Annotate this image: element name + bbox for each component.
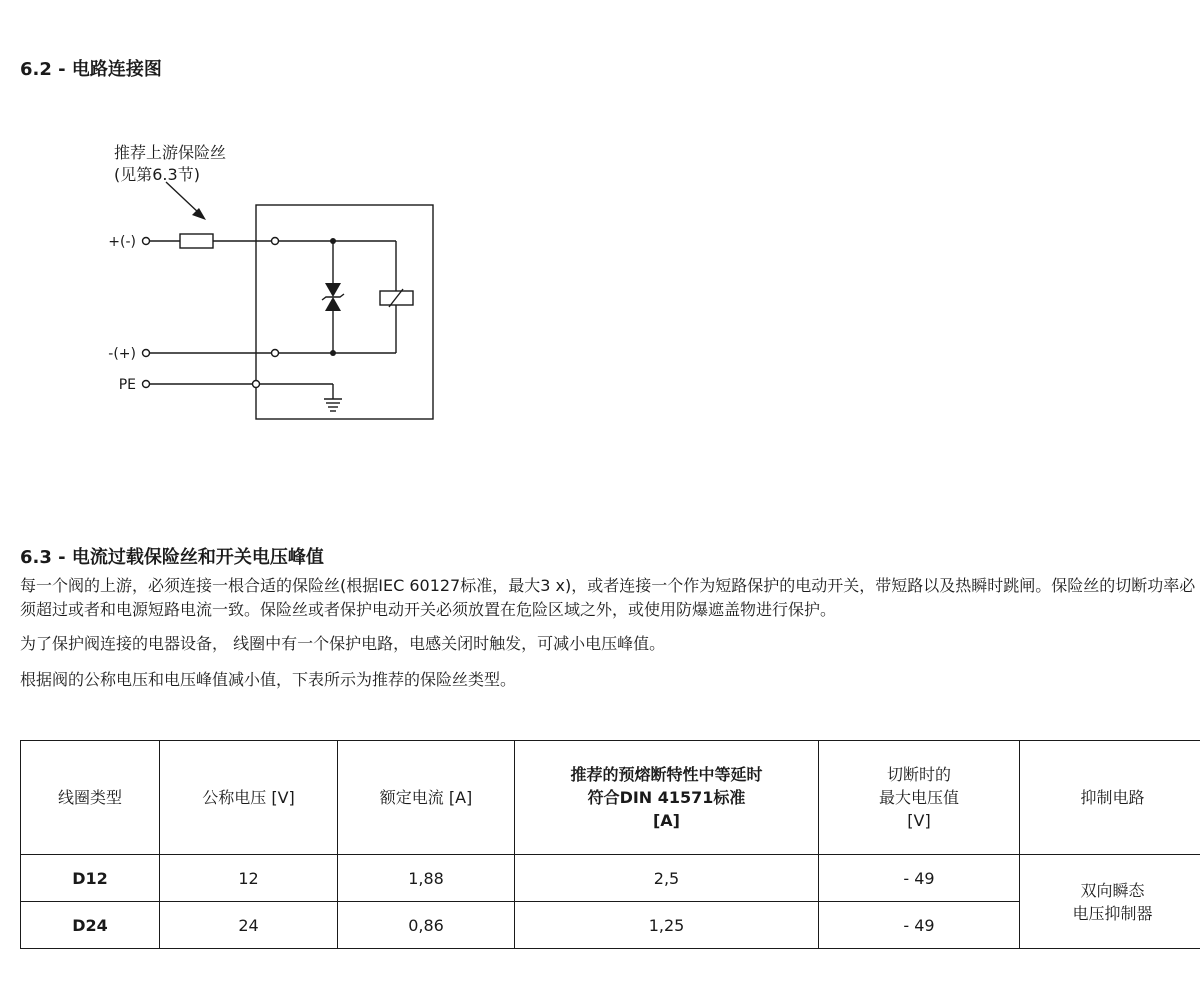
fuse-note-line2: (见第6.3节) [114,165,200,184]
terminal-plus-label: +(-) [108,234,136,250]
tvs-diode-lower [325,297,341,311]
cell-coil-type: D12 [21,855,160,902]
cell-nominal-voltage: 24 [160,902,338,949]
pe-junction-dot [253,381,260,388]
enclosure-box [256,205,433,419]
terminal-minus-dot [143,350,150,357]
header-nominal-voltage: 公称电压 [V] [160,741,338,855]
cell-fuse-value: 1,25 [515,902,819,949]
cell-nominal-voltage: 12 [160,855,338,902]
header-max-voltage: 切断时的 最大电压值 [V] [819,741,1020,855]
cell-coil-type: D24 [21,902,160,949]
junction-dot-bottom [330,350,336,356]
header-rated-current: 额定电流 [A] [338,741,515,855]
paragraph-protection-circuit: 为了保护阀连接的电器设备， 线圈中有一个保护电路，电感关闭时触发，可减小电压峰值。 [20,634,666,653]
junction-dot-top [330,238,336,244]
section-6-3-title: 6.3 - 电流过载保险丝和开关电压峰值 [20,547,324,568]
section-6-2-title: 6.2 - 电路连接图 [20,59,162,80]
paragraph-fuse-requirement: 每一个阀的上游，必须连接一根合适的保险丝(根据IEC 60127标准，最大3 x)，或者连接一个作为短路保护的电动开关，带短路以及热瞬时跳闸。保险丝的切断功率必须超过或者和电源短路电流一致。保险丝或者保护电动开关必须放置在危险区域之外，或使用防爆遮盖物进行保护。 [20,576,1196,619]
connector-dot-bottom [272,350,279,357]
header-suppression-circuit: 抑制电路 [1020,741,1200,855]
arrow-head-icon [192,208,206,220]
cell-max-voltage: - 49 [819,855,1020,902]
paragraph-table-intro: 根据阀的公称电压和电压峰值减小值，下表所示为推荐的保险丝类型。 [20,670,517,689]
fuse-note-line1: 推荐上游保险丝 [114,143,227,162]
tvs-diode-upper [325,283,341,297]
fuse-symbol [180,234,213,248]
cell-rated-current: 0,86 [338,902,515,949]
terminal-pe-label: PE [118,377,136,393]
terminal-plus-dot [143,238,150,245]
connector-dot-top [272,238,279,245]
table-header-row [21,741,1200,855]
terminal-pe-dot [143,381,150,388]
header-recommended-fuse: 推荐的预熔断特性中等延时 符合DIN 41571标准 [A] [515,741,819,855]
cell-max-voltage: - 49 [819,902,1020,949]
cell-suppression-circuit: 双向瞬态 电压抑制器 [1020,855,1200,949]
cell-fuse-value: 2,5 [515,855,819,902]
terminal-minus-label: -(+) [108,346,136,362]
header-coil-type: 线圈类型 [21,741,160,855]
table-row [21,855,1200,902]
circuit-diagram [0,120,460,440]
cell-rated-current: 1,88 [338,855,515,902]
fuse-table [20,740,1200,949]
